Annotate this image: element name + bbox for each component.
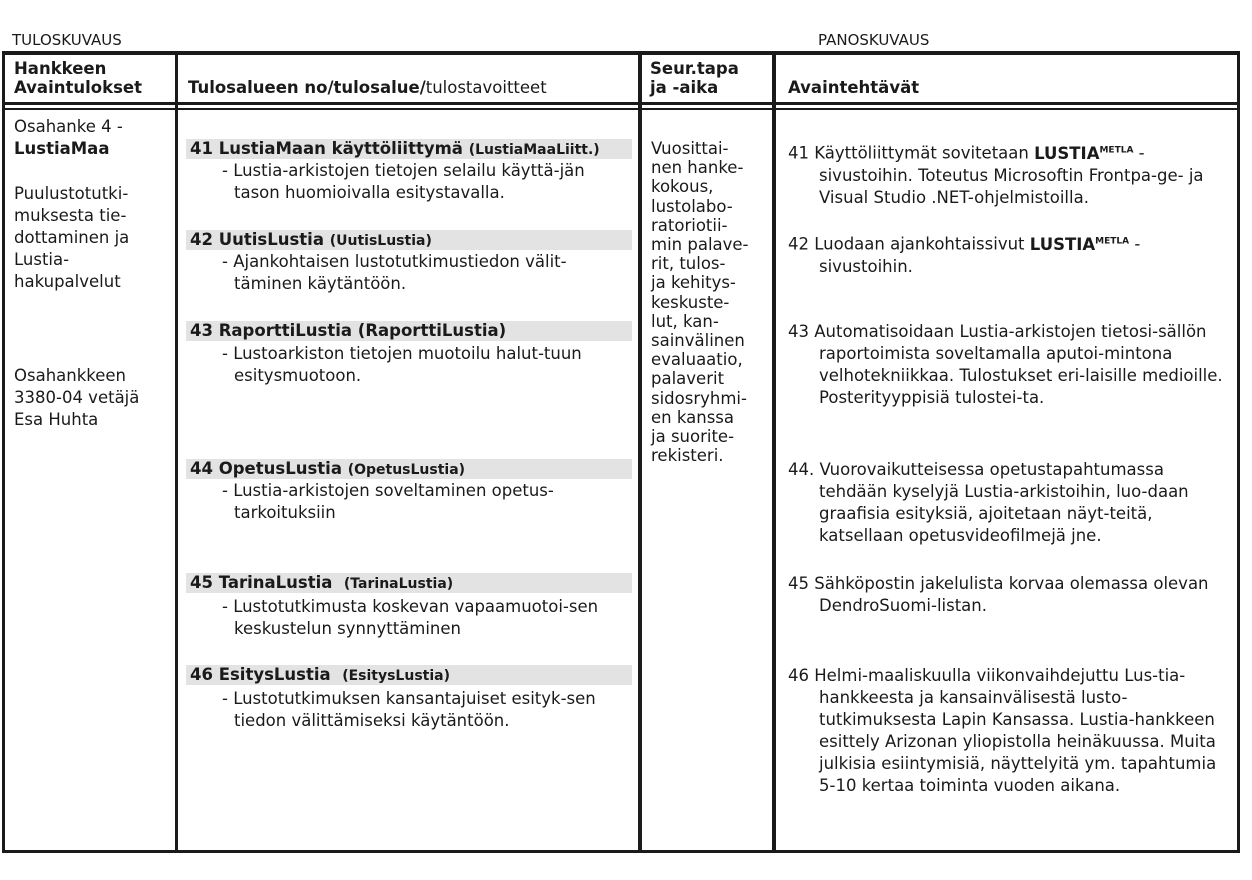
- col3-line: nen hanke-: [651, 158, 744, 178]
- col3-line: kokous,: [651, 177, 714, 197]
- section-title-panoskuvaus: PANOSKUVAUS: [818, 31, 930, 49]
- result-name: 45 TarinaLustia: [190, 573, 333, 592]
- table-top-border: [2, 51, 1240, 55]
- task-text: -sivustoihin.: [819, 234, 1141, 276]
- col1-desc-line: dottaminen ja: [14, 228, 130, 247]
- result-name: 44 OpetusLustia: [190, 459, 342, 478]
- brand-metla: METLA: [1099, 145, 1134, 155]
- col3-monitoring: [651, 139, 749, 465]
- result-title-43: [186, 321, 632, 341]
- col1-leader-line: 3380-04 vetäjä: [14, 388, 140, 407]
- brand-lustia: LUSTIA: [1034, 143, 1100, 163]
- col1-desc-line: Puulustotutki-: [14, 184, 129, 203]
- col3-line: keskuste-: [651, 292, 730, 312]
- col3-line: rit, tulos-: [651, 254, 726, 274]
- header-col1: [14, 59, 142, 97]
- header-divider-double: [2, 108, 1240, 110]
- task-text: -sivustoihin. Toteutus Microsoftin Frontpa-ge- ja Visual Studio .NET-ohjelmistoilla.: [819, 143, 1204, 207]
- col-line-right: [1237, 51, 1240, 853]
- result-title-44: [186, 459, 632, 479]
- brand-metla: METLA: [1095, 236, 1130, 246]
- result-name: 42 UutisLustia: [190, 230, 324, 249]
- col3-line: rekisteri.: [651, 446, 724, 466]
- col3-line: ja suorite-: [651, 427, 735, 447]
- header-col1-line1: Hankkeen: [14, 59, 107, 78]
- col1-description: [14, 183, 129, 293]
- col3-line: en kanssa: [651, 407, 734, 427]
- task-46: 46 Helmi-maaliskuulla viikonvaihdejuttu Lus-tia-hankkeesta ja kansainvälisestä lusto-tutkimuksesta Lapin Kansassa. Lustia-hankkeen esittely Arizonan yliopistolla heinäkuussa. Muita julkisia esiintymisiä, näyttelyitä ym. tapahtumia 5-10 kertaa toiminta vuoden aikana.: [788, 666, 1217, 795]
- result-code: (EsitysLustia): [342, 668, 450, 684]
- result-title-42: [186, 230, 632, 250]
- col-line-left: [2, 51, 5, 853]
- col-line-2: [638, 51, 642, 853]
- section-title-tuloskuvaus: TULOSKUVAUS: [12, 31, 122, 49]
- result-title-41: [186, 139, 632, 159]
- header-col3: [650, 59, 739, 97]
- header-col3-line1: Seur.tapa: [650, 59, 739, 78]
- result-desc-45: - Lustotutkimusta koskevan vapaamuotoi-sen keskustelun synnyttäminen: [222, 597, 599, 638]
- result-desc-43: - Lustoarkiston tietojen muotoilu halut-tuun esitysmuotoon.: [222, 344, 582, 385]
- result-desc-42: - Ajankohtaisen lustotutkimustiedon välit-täminen käytäntöön.: [222, 252, 567, 293]
- result-code: (TarinaLustia): [343, 576, 454, 592]
- header-col4: Avaintehtävät: [788, 78, 920, 97]
- header-col1-line2: Avaintulokset: [14, 78, 142, 97]
- result-name: 41 LustiaMaan käyttöliittymä: [190, 139, 463, 158]
- col1-desc-line: Lustia-: [14, 250, 70, 269]
- brand-lustia: LUSTIA: [1029, 234, 1096, 254]
- task-44: 44. Vuorovaikutteisessa opetustapahtumassa tehdään kyselyjä Lustia-arkistoihin, luo-daan graafisia esityksiä, ajoitetaan näyt-teitä, katsellaan opetusvideofilmejä jne.: [788, 460, 1189, 545]
- col-line-3: [772, 51, 776, 853]
- col3-line: ja kehitys-: [651, 273, 736, 293]
- col3-line: sainvälinen: [651, 331, 745, 351]
- result-code: (UutisLustia): [329, 233, 432, 249]
- result-title-46: [186, 665, 632, 685]
- col1-desc-line: muksesta tie-: [14, 206, 127, 225]
- result-code: (LustiaMaaLiitt.): [468, 142, 600, 158]
- col3-line: Vuosittai-: [651, 139, 729, 158]
- task-43: 43 Automatisoidaan Lustia-arkistojen tietosi-sällön raportoimista soveltamalla aputoi-mintona velhotekniikkaa. Tulostukset eri-laisille medioille. Posterityyppisiä tulostei-ta.: [788, 322, 1223, 407]
- col3-line: evaluaatio,: [651, 350, 743, 370]
- col3-line: min palave-: [651, 235, 749, 255]
- result-desc-41: - Lustia-arkistojen tietojen selailu käyttä-jän tason huomioivalla esitystavalla.: [222, 161, 585, 202]
- task-text: 41 Käyttöliittymät sovitetaan: [788, 143, 1035, 163]
- task-text: 42 Luodaan ajankohtaissivut: [788, 234, 1030, 254]
- col1-leader: [14, 365, 139, 431]
- col1-leader-line: Osahankkeen: [14, 366, 127, 385]
- result-desc-46: - Lustotutkimuksen kansantajuiset esityk-sen tiedon välittämiseksi käytäntöön.: [222, 689, 596, 730]
- col3-line: lustolabo-: [651, 196, 733, 216]
- col3-line: ratoriotii-: [651, 215, 728, 235]
- result-code: (RaporttiLustia): [357, 321, 507, 340]
- result-desc-44: - Lustia-arkistojen soveltaminen opetus-tarkoituksiin: [222, 481, 554, 522]
- table-bottom-border: [2, 850, 1240, 853]
- task-45: 45 Sähköpostin jakelulista korvaa olemassa olevan DendroSuomi-listan.: [788, 574, 1209, 615]
- result-name: 43 RaporttiLustia: [190, 321, 353, 340]
- header-col3-line2: ja -aika: [650, 78, 719, 97]
- header-col2-main: Tulosalueen no/tulosalue/: [188, 78, 426, 97]
- col1-desc-line: hakupalvelut: [14, 272, 121, 291]
- header-col2-sub: tulostavoitteet: [425, 78, 547, 97]
- result-name: 46 EsitysLustia: [190, 665, 331, 684]
- result-title-45: [186, 573, 632, 593]
- col3-line: palaverit: [651, 369, 725, 389]
- task-42: [788, 230, 1228, 278]
- header-col2: [188, 78, 547, 97]
- col1-leader-line: Esa Huhta: [14, 410, 99, 429]
- task-41: [788, 139, 1228, 209]
- col3-line: sidosryhmi-: [651, 388, 747, 408]
- col3-line: lut, kan-: [651, 311, 719, 331]
- col-line-1: [175, 51, 178, 853]
- col1-project-name: LustiaMaa: [14, 139, 110, 158]
- col1-line1: Osahanke 4 -: [14, 117, 123, 136]
- header-divider: [2, 102, 1240, 105]
- result-code: (OpetusLustia): [347, 462, 466, 478]
- col1-project: [14, 116, 123, 160]
